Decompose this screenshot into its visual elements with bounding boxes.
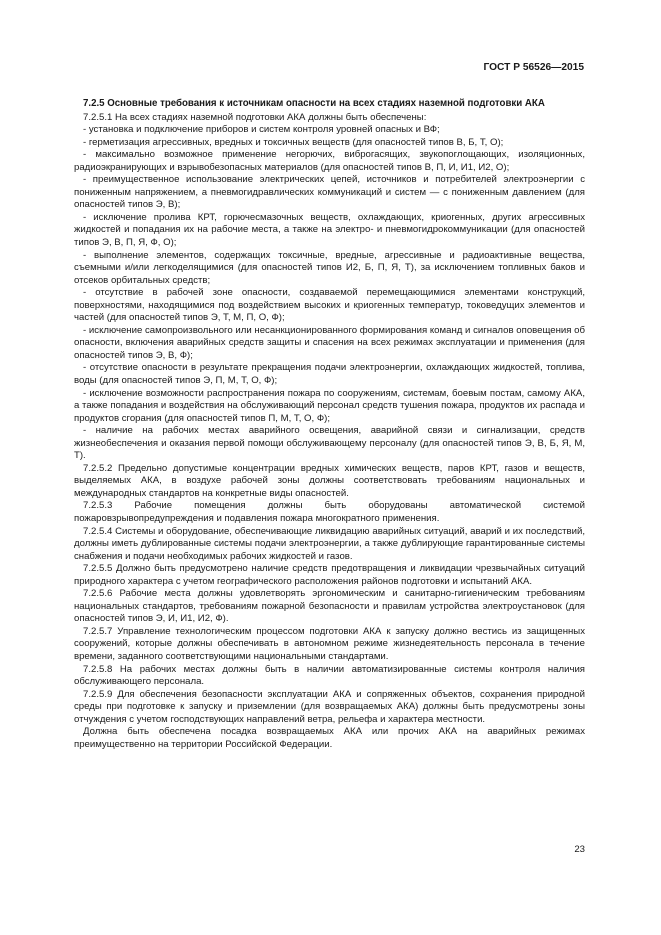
paragraph: - отсутствие опасности в результате прекращения подачи электроэнергии, охлаждающих жидкостей, топлива, воды (для опасностей типов Э, П, М, Т, О, Ф);: [74, 362, 585, 386]
document-body: [74, 98, 585, 751]
paragraph: 7.2.5.3 Рабочие помещения должны быть оборудованы автоматической системой пожаровзрывопредупреждения и подавления пожара многократного применения.: [74, 500, 585, 524]
paragraph: - исключение самопроизвольного или несанкционированного формирования команд и сигналов оповещения об опасности, включения аварийных средств защиты и спасения на всех режимах эксплуатации и применения (для опасностей типов Э, В, Ф);: [74, 324, 585, 361]
paragraph: 7.2.5.1 На всех стадиях наземной подготовки АКА должны быть обеспечены:: [83, 111, 427, 123]
paragraph: 7.2.5.9 Для обеспечения безопасности эксплуатации АКА и сопряженных объектов, сохранения природной среды при подготовке к запуску и приземлении (для возвращаемых АКА) должны быть предусмотрены зоны отчуждения с учетом господствующих направлений ветра, рельефа и характера местности.: [74, 688, 585, 725]
paragraph: 7.2.5.8 На рабочих местах должны быть в наличии автоматизированные системы контроля наличия обслуживающего персонала.: [74, 663, 585, 688]
paragraph: - исключение возможности распространения пожара по сооружениям, системам, боевым постам, самому АКА, а также попадания и воздействия на обслуживающий персонал средств тушения пожара, продуктов их распада и продуктов сгорания (для опасностей типов П, М, Т, О, Ф);: [74, 387, 585, 424]
paragraph: 7.2.5.2 Предельно допустимые концентрации вредных химических веществ, паров КРТ, газов и веществ, выделяемых АКА, в воздухе рабочей зоны должны соответствовать требованиям национальных и международных стандартов на конкретные виды опасностей.: [74, 462, 585, 499]
paragraph: 7.2.5.4 Системы и оборудование, обеспечивающие ликвидацию аварийных ситуаций, аварий и их последствий, должны иметь дублированные системы подачи электроэнергии, а также дублирующие гарантированные системы снабжения и подачи необходимых рабочих жидкостей и газов.: [74, 525, 585, 562]
standard-code: ГОСТ Р 56526—2015: [483, 62, 584, 73]
paragraph: - максимально возможное применение негорючих, виброгасящих, звукопоглощающих, изоляционных, радиоэкранирующих и взрывобезопасных материалов (для опасностей типов В, П, И, И1, И2, О);: [74, 149, 585, 173]
section-heading: 7.2.5 Основные требования к источникам опасности на всех стадиях наземной подготовки АКА: [83, 98, 545, 109]
paragraph: 7.2.5.5 Должно быть предусмотрено наличие средств предотвращения и ликвидации чрезвычайных ситуаций природного характера с учетом географического расположения районов подготовки и испытаний АКА.: [74, 563, 585, 587]
paragraph: - отсутствие в рабочей зоне опасности, создаваемой перемещающимися элементами конструкций, поверхностями, находящимися под воздействием высоких и криогенных температур, токоведущих элементов и частей (для опасностей типов Э, Т, М, П, О, Ф);: [74, 287, 585, 324]
paragraph: - герметизация агрессивных, вредных и токсичных веществ (для опасностей типов В, Б, Т, О);: [83, 136, 504, 148]
paragraph: Должна быть обеспечена посадка возвращаемых АКА или прочих АКА на аварийных режимах преимущественно на территории Российской Федерации.: [74, 726, 585, 750]
paragraph: - выполнение элементов, содержащих токсичные, вредные, агрессивные и радиоактивные вещества, съемными и/или легкоделящимися (для опасностей типов И2, Б, П, Я, Т), за исключением топливных баков и отсеков орбитальных средств;: [74, 249, 585, 286]
paragraph: - исключение пролива КРТ, горючесмазочных веществ, охлаждающих, криогенных, других агрессивных жидкостей и попадания их на рабочие места, а также на электро- и пневмогидрокоммуникации (для опасностей типов Э, В, П, Я, Ф, О);: [74, 211, 585, 248]
paragraph: 7.2.5.7 Управление технологическим процессом подготовки АКА к запуску должно вестись из защищенных сооружений, которые должны обеспечивать в автономном режиме жизнедеятельность персонала в течение времени, заданного соответствующими национальными стандартами.: [74, 625, 585, 663]
page-number: 23: [574, 844, 585, 855]
paragraph: - преимущественное использование электрических цепей, источников и потребителей электроэнергии с пониженным напряжением, а пневмогидравлических коммуникаций и систем — с пониженным давлением (для опасностей типов Э, В);: [74, 174, 585, 211]
paragraph: 7.2.5.6 Рабочие места должны удовлетворять эргономическим и санитарно-гигиеническим требованиям национальных стандартов, требованиям пожарной безопасности и правилам устройства электроустановок (для опасностей типов Э, И, И1, И2, Ф).: [74, 588, 585, 625]
paragraph-list: [74, 112, 585, 752]
paragraph: - наличие на рабочих местах аварийного освещения, аварийной связи и сигнализации, средств жизнеобеспечения и оказания первой помощи обслуживающему персоналу (для опасностей типов Э, В, Б, Я, М, Т).: [74, 425, 585, 462]
paragraph: - установка и подключение приборов и систем контроля уровней опасных и ВФ;: [83, 124, 440, 136]
